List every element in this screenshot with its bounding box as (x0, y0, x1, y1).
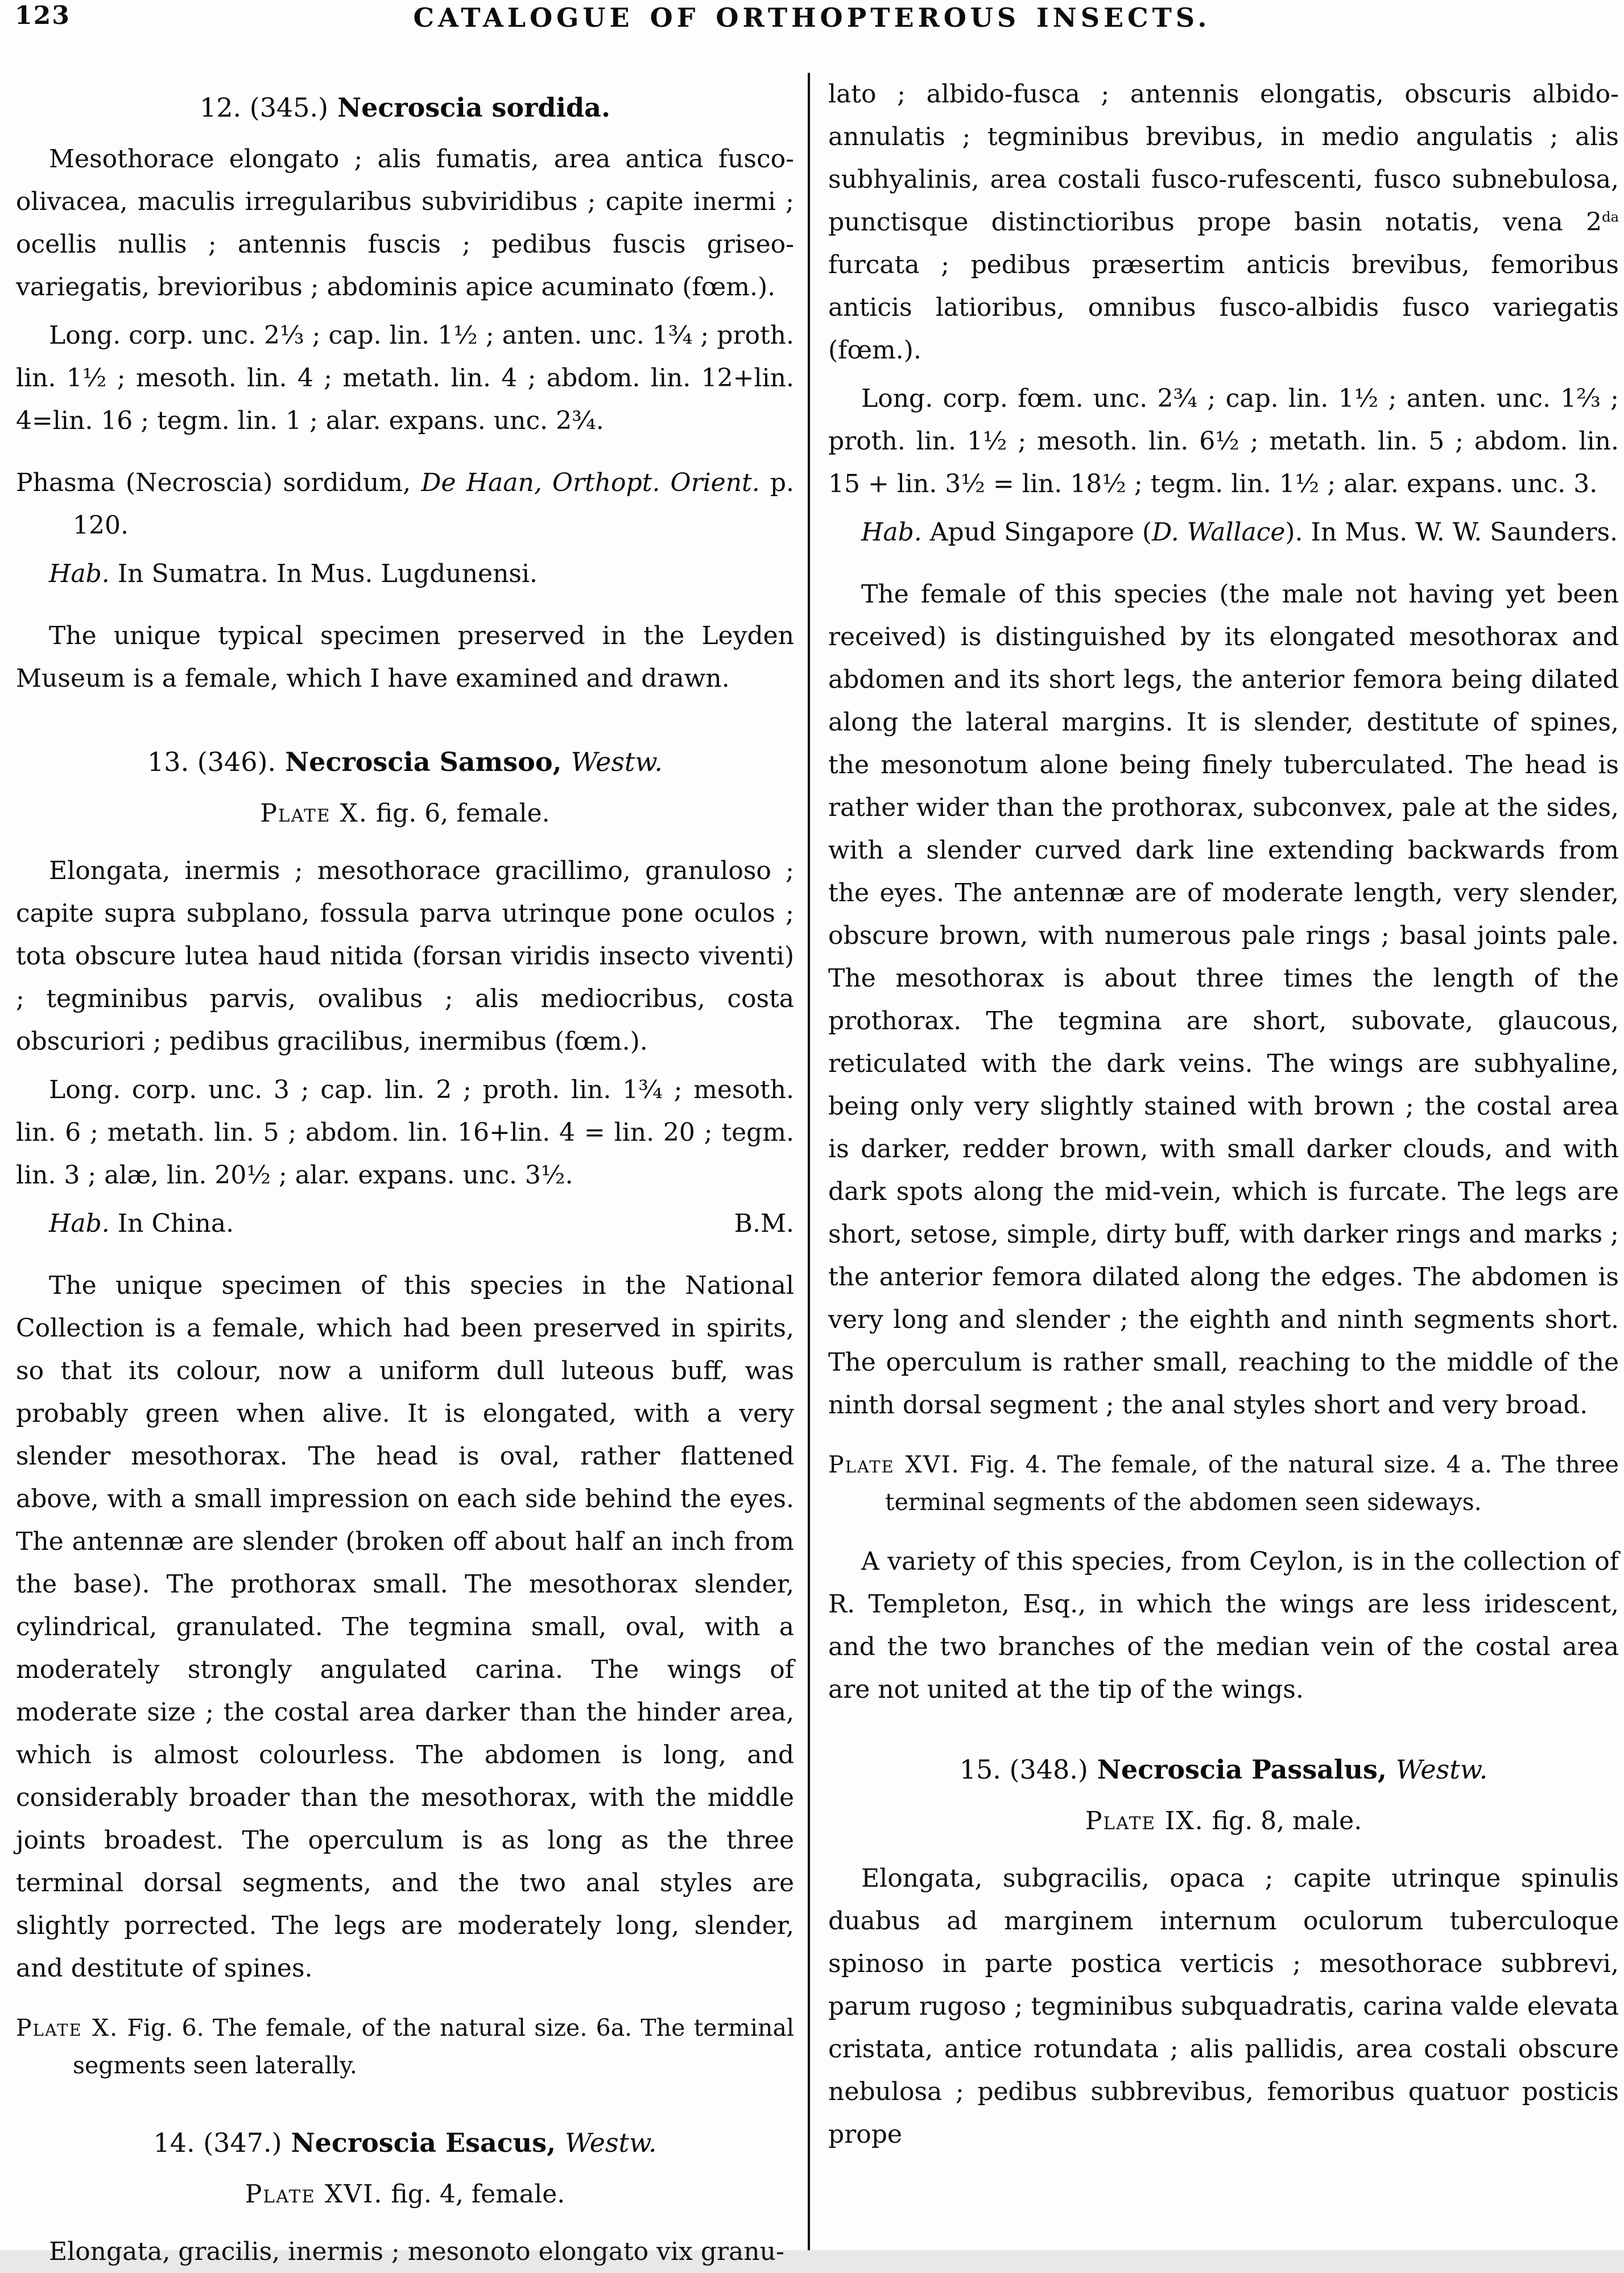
section-14-habitat (828, 511, 1619, 554)
habitat-text: Apud Singapore ( (921, 518, 1152, 547)
description-text: furcata ; pedibus præsertim anticis brevibus, femoribus anticis latioribus, omnibus fusco-albidis fusco variegatis (fœm.). (828, 250, 1619, 365)
plate-caption-text: Fig. 4. The female, of the natural size. 4 a. The three terminal segments of the abdomen seen sideways. (885, 1451, 1619, 1516)
section-14-remark: The female of this species (the male not having yet been received) is distinguished by its elongated mesothorax and abdomen and its short legs, the anterior femora being dilated along the lateral margins. It is slender, destitute of spines, the mesonotum alone being finely tuberculated. The head is rather wider than the prothorax, subconvex, pale at the sides, with a slender curved dark line extending backwards from the eyes. The antennæ are of moderate length, very slender, obscure brown, with numerous pale rings ; basal joints pale. The mesothorax is about three times the length of the prothorax. The tegmina are short, subovate, glaucous, reticulated with the dark veins. The wings are subhyaline, being only very slightly stained with brown ; the costal area is darker, redder brown, with small darker clouds, and with dark spots along the mid-vein, which is furcate. The legs are short, setose, simple, dirty buff, with darker rings and marks ; the anterior femora dilated along the edges. The abdomen is very long and slender ; the eighth and ninth segments short. The operculum is rather small, reaching to the middle of the ninth dorsal segment ; the anal styles short and very broad. (828, 580, 1619, 1420)
vein-ordinal-superscript: da (1602, 209, 1619, 225)
synonymy-page: p. 120. (73, 468, 795, 540)
section-15-plate-line (828, 1800, 1619, 1842)
section-13-heading (16, 740, 794, 784)
section-13-description: Elongata, inermis ; mesothorace gracillimo, granuloso ; capite supra subplano, fossula parva utrinque pone oculos ; tota obscure lutea haud nitida (forsan viridis insecto viventi) ; tegminibus parvis, ovalibus ; alis mediocribus, costa obscuriori ; pedibus gracilibus, inermibus (fœm.). (16, 856, 794, 1056)
section-13-remark: The unique specimen of this species in the National Collection is a female, which had been preserved in spirits, so that its colour, now a uniform dull luteous buff, was probably green when alive. It is elongated, with a very slender mesothorax. The head is oval, rather flattened above, with a small impression on each side behind the eyes. The antennæ are slender (broken off about half an inch from the base). The prothorax small. The mesothorax slender, cylindrical, granulated. The tegmina small, oval, with a moderately strongly angulated carina. The wings of moderate size ; the costal area darker than the hinder area, which is almost colourless. The abdomen is long, and considerably broader than the mesothorax, with the middle joints broadest. The operculum is as long as the three terminal dorsal segments, and the two anal styles are slightly porrected. The legs are moderately long, slender, and destitute of spines. (16, 1271, 794, 1983)
right-column (828, 73, 1619, 2156)
section-15-number: 15. (348.) (959, 1754, 1088, 1785)
section-12-remark: The unique typical specimen preserved in the Leyden Museum is a female, which I have examined and drawn. (16, 621, 794, 693)
plate-label: Plate IX. (1085, 1806, 1204, 1835)
collection-abbr: B.M. (734, 1209, 794, 1238)
habitat-text: In China. (109, 1209, 234, 1238)
section-12-synonymy (16, 461, 794, 547)
section-14-variety-note: A variety of this species, from Ceylon, is in the collection of R. Templeton, Esq., in which the wings are less iridescent, and the two branches of the median vein of the costal area are not united at the tip of the wings. (828, 1547, 1619, 1704)
section-14-plate-caption (828, 1446, 1619, 1521)
section-15-heading (828, 1747, 1619, 1792)
section-13-plate-line (16, 792, 794, 835)
section-14-author: Westw. (565, 2127, 657, 2158)
section-12-measurements: Long. corp. unc. 2⅓ ; cap. lin. 1½ ; anten. unc. 1¾ ; proth. lin. 1½ ; mesoth. lin. 4 ; metath. lin. 4 ; abdom. lin. 12+lin. 4=lin. 16 ; tegm. lin. 1 ; alar. expans. unc. 2¾. (16, 321, 794, 435)
page-title: CATALOGUE OF ORTHOPTEROUS INSECTS. (413, 2, 1211, 33)
column-divider (808, 73, 810, 2250)
section-14-species-name: Necroscia Esacus, (282, 2127, 565, 2158)
section-14-description-continued (828, 73, 1619, 372)
section-13-plate-caption (16, 2009, 794, 2084)
synonymy-reference: De Haan, Orthopt. Orient. (421, 468, 760, 497)
habitat-text: In Sumatra. In Mus. Lugdunensi. (109, 559, 538, 588)
plate-figure: fig. 4, female. (383, 2180, 565, 2209)
plate-label: Plate X. (16, 2014, 119, 2041)
section-13-habitat (16, 1202, 794, 1245)
section-12-number: 12. (345.) (200, 92, 329, 123)
left-column (16, 73, 794, 2273)
section-12-species-name: Necroscia sordida. (328, 92, 610, 123)
section-12-description: Mesothorace elongato ; alis fumatis, area antica fusco-olivacea, maculis irregularibus subviridibus ; capite inermi ; ocellis nullis ; antennis fuscis ; pedibus fuscis griseo-variegatis, brevioribus ; abdominis apice acuminato (fœm.). (16, 145, 794, 302)
plate-label: Plate XVI. (828, 1451, 960, 1478)
plate-label: Plate X. (260, 799, 368, 828)
section-14-number: 14. (347.) (153, 2127, 282, 2158)
habitat-text: ). In Mus. W. W. Saunders. (1285, 518, 1618, 547)
section-12-heading (16, 85, 794, 130)
section-13-number: 13. (346). (147, 746, 276, 777)
description-text: lato ; albido-fusca ; antennis elongatis, obscuris albido-annulatis ; tegminibus brevibus, in medio angulatis ; alis subhyalinis, area costali fusco-rufescenti, fusco subnebulosa, punctisque distinctioribus prope basin notatis, vena 2 (828, 80, 1619, 237)
section-13-measurements: Long. corp. unc. 3 ; cap. lin. 2 ; proth. lin. 1¾ ; mesoth. lin. 6 ; metath. lin. 5 ; abdom. lin. 16+lin. 4 = lin. 20 ; tegm. lin. 3 ; alæ, lin. 20½ ; alar. expans. unc. 3½. (16, 1075, 794, 1190)
plate-caption-text: Fig. 6. The female, of the natural size. 6a. The terminal segments seen laterally. (73, 2014, 794, 2079)
section-15-author: Westw. (1395, 1754, 1488, 1785)
section-14-plate-line (16, 2173, 794, 2216)
section-15-description-start: Elongata, subgracilis, opaca ; capite utrinque spinulis duabus ad marginem internum oculorum tuberculoque spinoso in parte postica verticis ; mesothorace subbrevi, parum rugoso ; tegminibus subquadratis, carina valde elevata cristata, antice rotundata ; alis pallidis, area costali obscure nebulosa ; pedibus subbrevibus, femoribus quatuor posticis prope (828, 1864, 1619, 2149)
habitat-label: Hab. (49, 559, 110, 588)
section-14-description-start: Elongata, gracilis, inermis ; mesonoto elongato vix granu- (49, 2237, 784, 2266)
synonymy-name: Phasma (Necroscia) sordidum, (16, 468, 422, 497)
section-13-species-name: Necroscia Samsoo, (276, 746, 571, 777)
section-14-measurements: Long. corp. fœm. unc. 2¾ ; cap. lin. 1½ ; anten. unc. 1⅔ ; proth. lin. 1½ ; mesoth. lin. 6½ ; metath. lin. 5 ; abdom. lin. 15 + lin. 3½ = lin. 18½ ; tegm. lin. 1½ ; alar. expans. unc. 3. (828, 384, 1619, 498)
collector-name: D. Wallace (1152, 518, 1286, 547)
plate-figure: fig. 8, male. (1204, 1806, 1362, 1835)
section-13-author: Westw. (571, 746, 663, 777)
plate-label: Plate XVI. (245, 2180, 383, 2209)
habitat-label: Hab. (49, 1209, 110, 1238)
section-12-habitat (16, 552, 794, 595)
plate-figure: fig. 6, female. (367, 799, 550, 828)
section-15-species-name: Necroscia Passalus, (1088, 1754, 1396, 1785)
section-14-heading (16, 2121, 794, 2165)
habitat-label: Hab. (861, 518, 922, 547)
page-number: 123 (15, 1, 71, 30)
